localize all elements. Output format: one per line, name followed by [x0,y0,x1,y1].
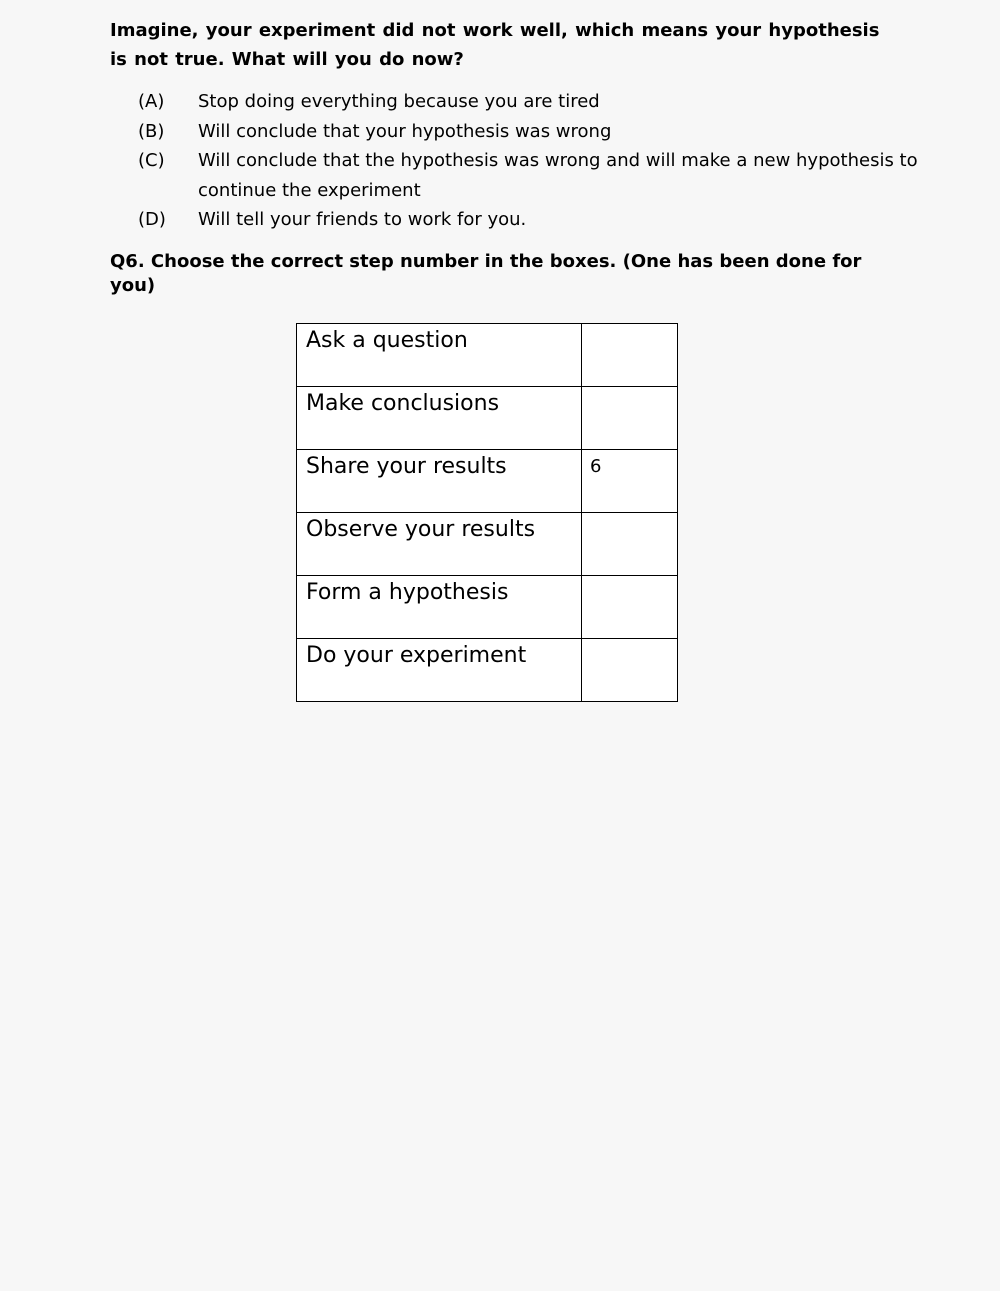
table-row [297,639,678,702]
option-a[interactable] [138,87,918,117]
step-label: Share your results [297,450,582,513]
table-row [297,324,678,387]
answer-options [138,87,918,235]
option-letter: (D) [138,209,166,230]
step-label: Form a hypothesis [297,576,582,639]
steps-table [296,323,678,702]
option-b[interactable] [138,117,918,147]
step-label: Observe your results [297,513,582,576]
option-c[interactable] [138,146,918,205]
option-text: Will conclude that the hypothesis was wrong and will make a new hypothesis to continue the experiment [198,150,918,201]
option-d[interactable] [138,205,918,235]
option-letter: (A) [138,91,165,112]
step-label: Do your experiment [297,639,582,702]
step-label: Ask a question [297,324,582,387]
table-row [297,576,678,639]
q6-heading: Q6. Choose the correct step number in the boxes. (One has been done for you) [110,251,862,296]
step-number-box[interactable] [582,576,678,639]
option-text: Will conclude that your hypothesis was wrong [198,120,612,142]
option-text: Stop doing everything because you are tired [198,91,600,112]
step-number-box[interactable] [582,639,678,702]
table-row [297,513,678,576]
option-letter: (B) [138,120,165,142]
step-number-box[interactable] [582,387,678,450]
step-number-box[interactable] [582,513,678,576]
step-label: Make conclusions [297,387,582,450]
table-row [297,450,678,513]
step-number-box[interactable] [582,324,678,387]
step-number-box[interactable]: 6 [582,450,678,513]
option-letter: (C) [138,150,165,171]
question-text: Imagine, your experiment did not work well, which means your hypothesis is not true. What will you do now? [110,20,880,70]
table-row [297,387,678,450]
option-text: Will tell your friends to work for you. [198,209,527,230]
